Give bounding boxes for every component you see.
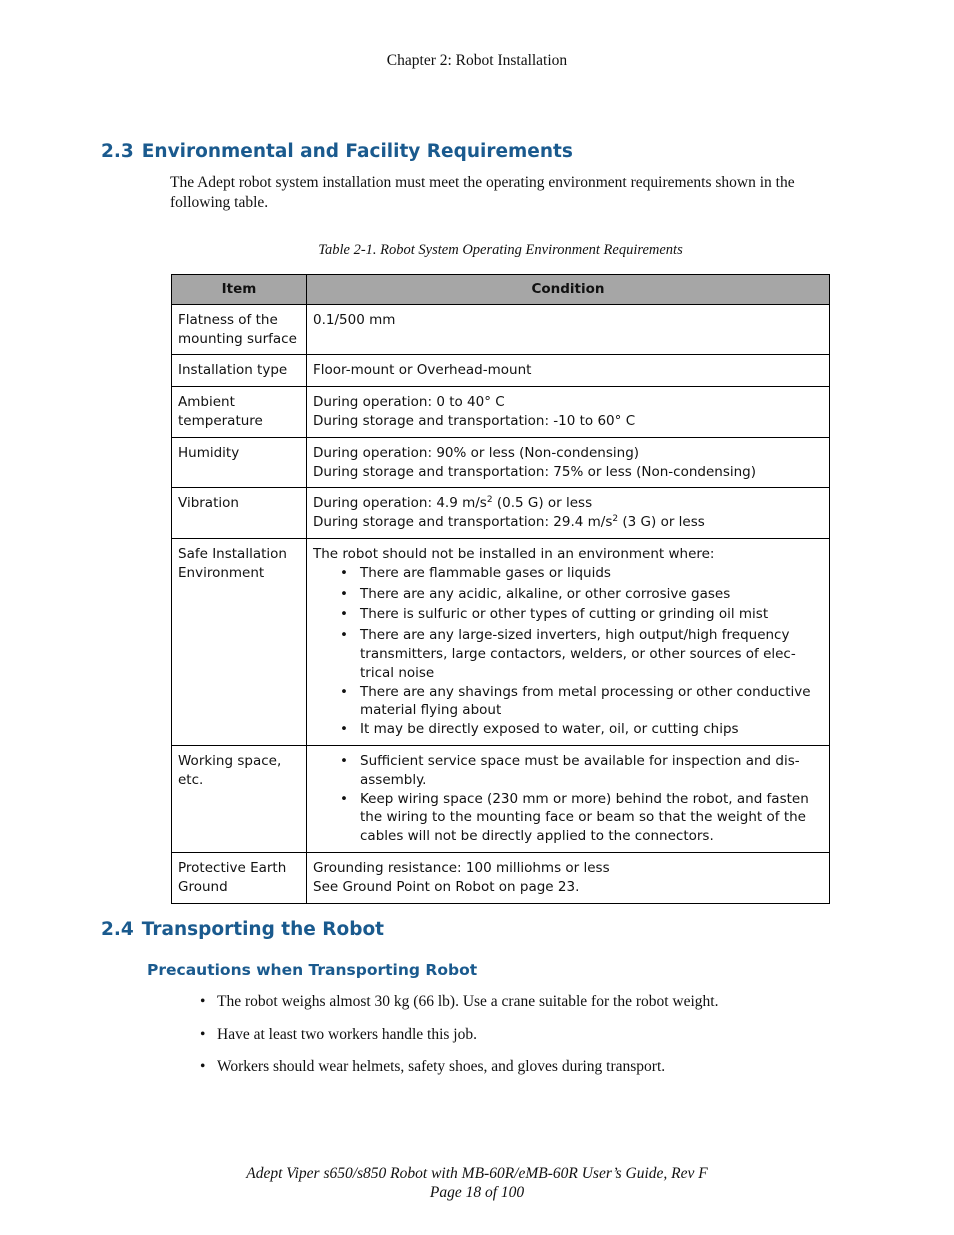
page-footer — [0, 1164, 954, 1202]
condition-bullet-list — [313, 752, 823, 846]
condition-line: Grounding resistance: 100 milliohms or less — [313, 859, 610, 876]
condition-cell — [307, 745, 830, 852]
condition-line: During storage and transportation: -10 to 60° C — [313, 412, 636, 429]
table-caption: Table 2-1. Robot System Operating Environment Requirements — [318, 242, 683, 258]
list-item: • There are any acidic, alkaline, or other corrosive gases — [313, 585, 823, 604]
section-number: 2.4 — [101, 919, 134, 940]
table-row — [172, 437, 830, 488]
condition-cell — [307, 538, 830, 745]
item-cell: Flatness of the mounting surface — [172, 304, 307, 355]
list-item: • It may be directly exposed to water, oil, or cutting chips — [313, 720, 823, 739]
condition-line — [313, 513, 823, 532]
column-header-condition: Condition — [307, 275, 830, 305]
table-row — [172, 488, 830, 539]
condition-line: 0.1/500 mm — [313, 311, 396, 328]
section-heading-2-4 — [101, 919, 384, 940]
table-row — [172, 538, 830, 745]
condition-line: Floor-mount or Overhead-mount — [313, 362, 532, 379]
condition-text: (3 G) or less — [618, 514, 705, 531]
footer-page-number: Page 18 of 100 — [429, 1184, 525, 1201]
condition-line — [313, 494, 823, 513]
condition-text: During storage and transportation: 29.4 m/s — [313, 514, 613, 531]
item-cell: Working space, etc. — [172, 745, 307, 852]
item-cell: Protective Earth Ground — [172, 852, 307, 903]
condition-cell — [307, 387, 830, 438]
superscript: 2 — [612, 514, 619, 525]
condition-cell — [307, 437, 830, 488]
running-header: Chapter 2: Robot Installation — [386, 52, 568, 69]
condition-line: The robot should not be installed in an environment where: — [313, 545, 715, 562]
list-item: • There are flammable gases or liquids — [313, 564, 823, 583]
list-item: • The robot weighs almost 30 kg (66 lb). Use a crane suitable for the robot weight. — [200, 992, 880, 1025]
condition-bullet-list — [313, 564, 823, 739]
condition-line: During storage and transportation: 75% or less (Non-condensing) — [313, 463, 756, 480]
subsection-heading: Precautions when Transporting Robot — [147, 961, 478, 979]
list-item: • Workers should wear helmets, safety shoes, and gloves during transport. — [200, 1057, 880, 1090]
list-item: • Sufficient service space must be available for inspection and dis- assembly. — [313, 752, 823, 790]
condition-text: During operation: 4.9 m/s — [313, 495, 487, 512]
table-row — [172, 852, 830, 903]
item-cell: Humidity — [172, 437, 307, 488]
table-row — [172, 745, 830, 852]
condition-cell — [307, 852, 830, 903]
item-cell: Vibration — [172, 488, 307, 539]
condition-cell — [307, 488, 830, 539]
table-row — [172, 355, 830, 387]
table-row — [172, 304, 830, 355]
item-cell: Ambient temperature — [172, 387, 307, 438]
list-item: • Have at least two workers handle this job. — [200, 1025, 880, 1058]
table-row — [172, 387, 830, 438]
list-item: • There is sulfuric or other types of cutting or grinding oil mist — [313, 605, 823, 624]
section-title: Environmental and Facility Requirements — [141, 141, 573, 162]
precautions-list — [200, 992, 880, 1090]
condition-line: During operation: 0 to 40° C — [313, 394, 505, 411]
section-title: Transporting the Robot — [141, 919, 385, 940]
condition-cell — [307, 355, 830, 387]
intro-paragraph: The Adept robot system installation must meet the operating environment requirements shown in the following table. — [170, 174, 795, 211]
condition-text: (0.5 G) or less — [492, 495, 593, 512]
footer-document-title: Adept Viper s650/s850 Robot with MB-60R/eMB-60R User’s Guide, Rev F — [246, 1165, 708, 1182]
item-cell: Installation type — [172, 355, 307, 387]
condition-cell — [307, 304, 830, 355]
superscript: 2 — [486, 495, 493, 506]
condition-line: During operation: 90% or less (Non-condensing) — [313, 444, 640, 461]
list-item: • There are any large-sized inverters, high output/high frequency transmitters, large contactors, welders, or other sources of elec- trical noise — [313, 626, 823, 682]
table-header-row — [172, 275, 830, 305]
section-number: 2.3 — [101, 141, 134, 162]
list-item: • Keep wiring space (230 mm or more) behind the robot, and fasten the wiring to the mounting face or beam so that the weight of the cables will not be directly applied to the connectors. — [313, 790, 823, 846]
list-item: • There are any shavings from metal processing or other conductive material flying about — [313, 683, 823, 721]
column-header-item: Item — [172, 275, 307, 305]
section-heading-2-3 — [101, 141, 573, 162]
item-cell: Safe Installation Environment — [172, 538, 307, 745]
condition-line: See Ground Point on Robot on page 23. — [313, 878, 580, 895]
environment-requirements-table — [171, 274, 830, 904]
